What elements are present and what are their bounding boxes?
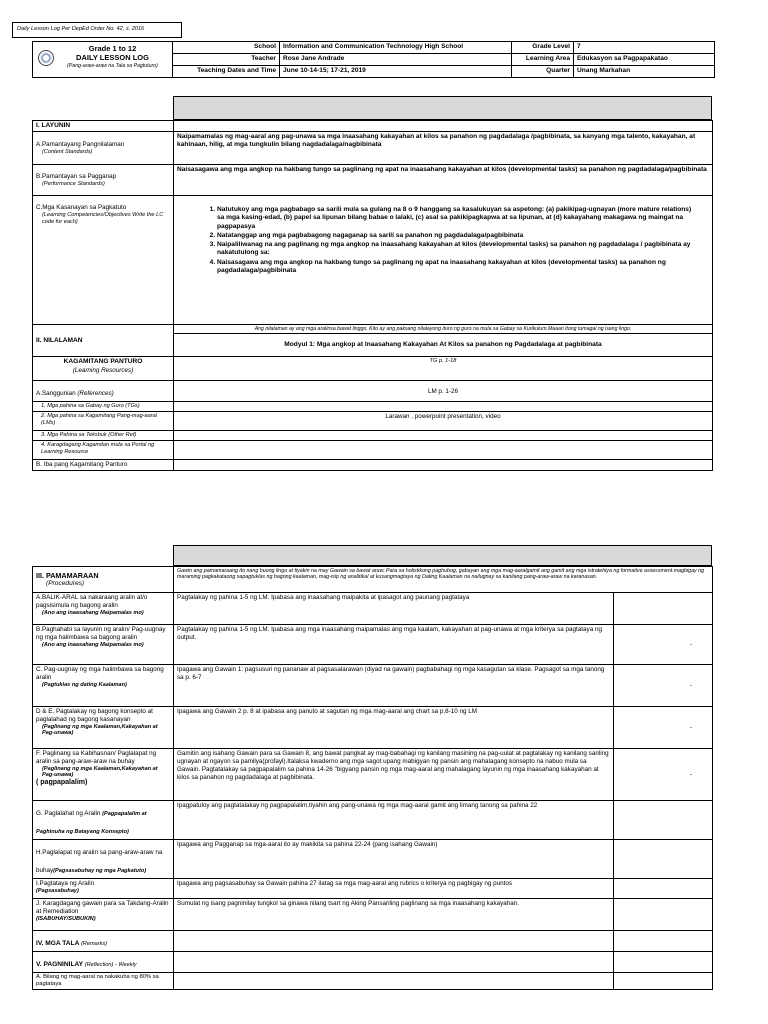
content-standards-text: Naipamamalas ng mag-aaral ang pag-unawa sa mga inaasahang kakayahan at kilos sa panahon ng pagdadalaga /pagbibinata, sa kanyang mga talento, kakayahan, at kahinaan, hilig, at mga tungkulin bilang nagdadalaga/nagbibinata [174, 132, 713, 165]
competencies-sub: (Learning Competencies/Objectives Write the LC code for each) [42, 212, 164, 225]
pagninilay-label: V. PAGNINILAY [36, 961, 85, 968]
procedure-mark [614, 801, 713, 840]
performance-standards-label: B.Pamantayan sa Pagganap [36, 172, 117, 180]
order-note: Daily Lesson Log Per DepEd Order No. 42, s. 2016 [17, 26, 145, 32]
procedure-label-cell [33, 879, 174, 899]
procedure-text: Ipagawa ang pagsasabuhay sa Gawain pahina 27 ilatag sa mga mag-aaral ang rubrics o kriterya ng pagbigay ng puntos [174, 879, 614, 899]
procedure-text: Pagtalakay ng pahina 1-5 ng LM. Ipabasa ang mga inaasahang maipamalas ang mga kaalam, kakayahan at pag-unawa at mga kriterya sa pagtataya ng output. [174, 625, 614, 665]
iba-pang-kagamitan: B. Iba pang Kagamitang Panturo [33, 459, 174, 470]
procedure-label: D & E. Pagtalakay ng bagong konsepto at paglalahad ng bagong kasanayan [36, 708, 153, 723]
dates-value: June 10-14-15; 17-21, 2019 [280, 66, 512, 78]
resource-row-value [174, 431, 713, 441]
procedure-mark: - [614, 707, 713, 749]
header-title-cell [33, 42, 173, 78]
procedure-text: Ipagawa ang Gawain 2 p. 8 at ipabasa ang panuto at sagutan ng mga mag-aaral ang chart sa p.8-10 ng LM [174, 707, 614, 749]
procedure-sub: (Pagtuklas ng dating Kaalaman) [42, 681, 127, 688]
kagamitan-sub: (Learning Resources) [72, 366, 134, 374]
competencies-list-cell [174, 196, 713, 325]
procedure-sub: (Pagsasabuhay ng mga Pagkatuto) [53, 868, 147, 874]
mga-tala-sub: (Remarks) [80, 941, 108, 947]
procedure-label: I.Pagtataya ng Aralin [36, 880, 95, 887]
procedure-sub: (Ano ang inaasahang Maipamalas mo) [42, 609, 144, 616]
pamamaraan-note: Gawin ang pamamaraang ito nang buong lingo at tiyakin na may Gawain sa bawat araw. Para sa holistikong paghubog, gabayan ang mga mag-aaralgamit ang gamit ang mga istratehiya ng formative assessment.magbigay ng maraming pagkakataong sapagtuklas ng bagong kaalaman, mag-isip ng analitikal at kusangmagtaya ng Dating Kaalaman na nailugnay sa kanilang pang-araw-araw na karanasan. [174, 567, 713, 593]
school-label: School [173, 42, 280, 54]
procedure-label: G. Paglalahat ng Aralin [36, 810, 103, 817]
procedure-label-cell [33, 801, 174, 840]
nilalaman-note: Ang nilalaman ay ang mga aralinsa bawat linggo. Kito ay ang paksang nilalayong ituro ng guro na mula sa Gabay sa Kurikulum.Maaari itong tumagal ng isang lingo. [174, 325, 713, 334]
procedure-label: A.BALIK-ARAL sa nakaraang aralin at/o pagsisimula ng bagong aralin [36, 594, 148, 609]
performance-standards-sub: (Performance Standards) [42, 180, 105, 187]
competency-item: 2. Natatanggap ang mga pagbabagong nagaganap sa sarili sa panahon ng pagdadalaga/pagbibinata [217, 232, 692, 240]
procedure-text: Sumulat ng isang pagninilay tungkol sa ginawa nilang tsart ng Aking Pansariling paglinang sa mga inaasahang kakayahan. [174, 899, 614, 931]
sanggunian-cell [33, 381, 174, 402]
competency-item: 3. Naipaliliwanag na ang paglinang ng mga angkop na inaasahang kakayahan at kilos (developmental tasks) sa panahon ng pagdadalaga / pagbibinata ay nakatutulong sa: [217, 241, 692, 257]
gray-header-band-2 [173, 545, 712, 566]
procedure-mark [614, 840, 713, 879]
competencies-cell [33, 196, 174, 325]
kagamitan-label: KAGAMITANG PANTURO [63, 358, 143, 366]
learning-area-label: Learning Area [512, 54, 574, 66]
procedure-sub: (Ano ang inaasahang Maipamalas mo) [42, 641, 144, 648]
quarter-label: Quarter [512, 66, 574, 78]
layunin-heading: I. LAYUNIN [33, 121, 174, 132]
grade-level-value: 7 [574, 42, 715, 54]
resource-row-value [174, 402, 713, 412]
mga-tala-label: IV. MGA TALA [36, 940, 81, 947]
procedure-label-cell [33, 899, 174, 931]
procedure-sub: (Paglinang ng mga Kaalaman,Kakayahan at Pag-unawa) [42, 765, 158, 779]
pamamaraan-table [32, 566, 713, 990]
procedure-mark: - [614, 625, 713, 665]
kagamitan-cell [33, 357, 174, 381]
procedure-label-cell [33, 593, 174, 625]
performance-standards-cell [33, 165, 174, 196]
procedure-label: F. Paglinang sa Kabihasnan/ Paglalapat ng aralin sa pang-araw-araw na buhay [36, 750, 157, 765]
pamamaraan-sub: (Procedures) [46, 580, 85, 588]
pagninilay-sub: (Reflection) - Weekly [84, 962, 137, 968]
log-subtitle: (Pang-araw-araw na Tala sa Pagtuturo) [67, 62, 158, 69]
procedure-sub: (Paglinang ng mga Kaalaman,Kakayahan at Pag-unawa) [42, 723, 158, 737]
content-standards-sub: (Content Standards) [42, 148, 93, 155]
deped-seal-icon [38, 50, 54, 66]
performance-standards-text: Naisasagawa ang mga angkop na hakbang tungo sa paglinang ng apat na inaasahang kakayahan at kilos (developmental tasks) sa panahon ng pagdadalaga/pagbibinata [174, 165, 713, 196]
procedure-mark: - [614, 749, 713, 801]
procedure-label: J. Karagdagang gawain para sa Takdang-Aralin at Remediation [36, 900, 169, 915]
competencies-list [202, 206, 692, 275]
teacher-label: Teacher [173, 54, 280, 66]
modyul-title: Modyul 1: Mga angkop at Inaasahang Kakayahan At Kilos sa panahon ng Pagdadalaga at pagbibinata [174, 334, 713, 357]
procedure-label-cell [33, 840, 174, 879]
procedure-text: Ipagawa ang Gawain 1: pagsusuri ng pananaw at pagsasalarawan (diyad na gawain) pagbabahagi ng mga kasagutan sa klase. Pagsagot sa mga tanong sa p. 6-7 [174, 665, 614, 707]
procedure-label-cell [33, 625, 174, 665]
procedure-label: H.Paglalapat ng aralin sa pang-araw-araw na buhay [36, 849, 163, 874]
gray-header-band-1 [173, 96, 712, 120]
procedure-mark: - [614, 665, 713, 707]
resource-row-value: Larawan , powerpoint presentation, video [174, 412, 713, 431]
resource-row-label: 1. Mga pahina sa Gabay ng Guro (TGs) [33, 402, 174, 412]
resource-row-label: 2. Mga pahina sa Kagamitang Pang-mag-aaral (LMs) [33, 412, 174, 431]
grade-range: Grade 1 to 12 [88, 44, 137, 53]
procedure-sub: (ISABUHAY/SUBUKIN) [36, 915, 96, 922]
procedure-text: Pagtalakay ng pahina 1-5 ng LM. Ipabasa ang inaasahang maipakita at ipasagot ang paunang pagtataya [174, 593, 614, 625]
dates-label: Teaching Dates and Time [173, 66, 280, 78]
procedure-label-cell [33, 665, 174, 707]
pamamaraan-heading-cell [33, 567, 174, 593]
resource-row-label: 4. Karagdagang Kagamitan mula sa Portal ng Learning Resource [33, 440, 174, 459]
sanggunian-sub: (References) [77, 390, 114, 398]
mga-tala-cell [33, 931, 174, 952]
procedure-label-cell [33, 749, 174, 801]
procedure-mark [614, 879, 713, 899]
quarter-value: Unang Markahan [574, 66, 715, 78]
tg-reference: TG p. 1-18 [174, 357, 713, 381]
procedure-mark [614, 593, 713, 625]
lm-reference: LM p. 1-26 [174, 381, 713, 402]
teacher-value: Rose Jane Andrade [280, 54, 512, 66]
content-standards-cell [33, 132, 174, 165]
resource-row-label: 3. Mga Pahina sa Teksbuk (Other Ref) [33, 431, 174, 441]
procedure-sub: (Pagsasabuhay) [36, 887, 79, 894]
procedure-label-cell [33, 707, 174, 749]
competency-item: 4. Naisasagawa ang mga angkop na hakbang tungo sa paglinang ng apat na inaasahang kakayahan at kilos (developmental tasks) sa panahon ng pagdadalaga/pagbibinata [217, 259, 692, 275]
sanggunian-label: A.Sanggunian [36, 390, 78, 398]
procedure-extra: ( pagpapalalim) [36, 779, 88, 787]
pagninilay-cell [33, 952, 174, 973]
resource-row-value [174, 440, 713, 459]
competency-item: 1. Natutukoy ang mga pagbabago sa sarili mula sa gulang na 8 o 9 hanggang sa kasalukuyan sa aspetong: (a) pakikipag-ugnayan (more mature relations) sa mga kasing-edad, (b) papel sa lipunan bilang babae o lalaki, (c) asal sa pakikipagkapwa at sa lipunan, at (d) kakayahang makagawa ng maingat na pagpapasya [217, 206, 692, 231]
content-standards-label: A.Pamantayang Pangnilalaman [36, 140, 125, 148]
header-table [32, 41, 715, 78]
competencies-label: C.Mga Kasanayan sa Pagkatuto [36, 204, 127, 212]
procedure-text: Ipagpatuloy ang pagtatalakay ng pagpapalalim.tiyahin ang pang-unawa ng mga mag-aaral gamit ang limang tanong sa pahina 22 [174, 801, 614, 840]
procedure-sub: (Pagpapalalim at Paghinuha ng Batayang Konsepto) [36, 811, 147, 835]
learning-area-value: Edukasyon sa Pagpapakatao [574, 54, 715, 66]
grade-level-label: Grade Level [512, 42, 574, 54]
procedure-text: Gamitin ang isahang Gawain para sa Gawain 8, ang bawat pangkat ay mag-babahagi ng kanilang masining na pag-uulat at pagtalakay ng kanilang sariling ugnayan at ngayon sa pamilya(profayl).Italaksa kwaderno ang mga sagot upang mabigyan ng pansin ang mahalagang konsepto na nabuo mula sa Gawain. Pagtatalakay sa pagpapalalim sa pahina 14-26 "bigyang pansin ng mga mag-aaral ang mahalagang layunin ng mga inaasahang kakayahan at kilos sa panahon ng pagdadalaga at pagbibinata. [174, 749, 614, 801]
bilang-label: A. Bilang ng mag-aaral na nakakuha ng 80% sa pagtataya [33, 973, 174, 990]
procedure-mark [614, 899, 713, 931]
log-title: DAILY LESSON LOG [76, 53, 149, 63]
pamamaraan-heading: III. PAMAMARAAN [36, 571, 99, 581]
school-value: Information and Communication Technology High School [280, 42, 512, 54]
order-note-box [12, 22, 182, 38]
procedure-label: C. Pag-uugnay ng mga halimbawa sa bagong aralin [36, 666, 164, 681]
procedure-label: B.Paghahabi sa layunin ng aralin/ Pag-uugnay ng mga halimbawa sa bagong aralin [36, 626, 166, 641]
nilalaman-heading: II. NILALAMAN [33, 325, 174, 357]
procedure-text: Ipagawa ang Pagganap sa mga-aaral ito ay makikita sa pahina 22-24 (pang isahang Gawain) [174, 840, 614, 879]
layunin-table [32, 120, 713, 471]
